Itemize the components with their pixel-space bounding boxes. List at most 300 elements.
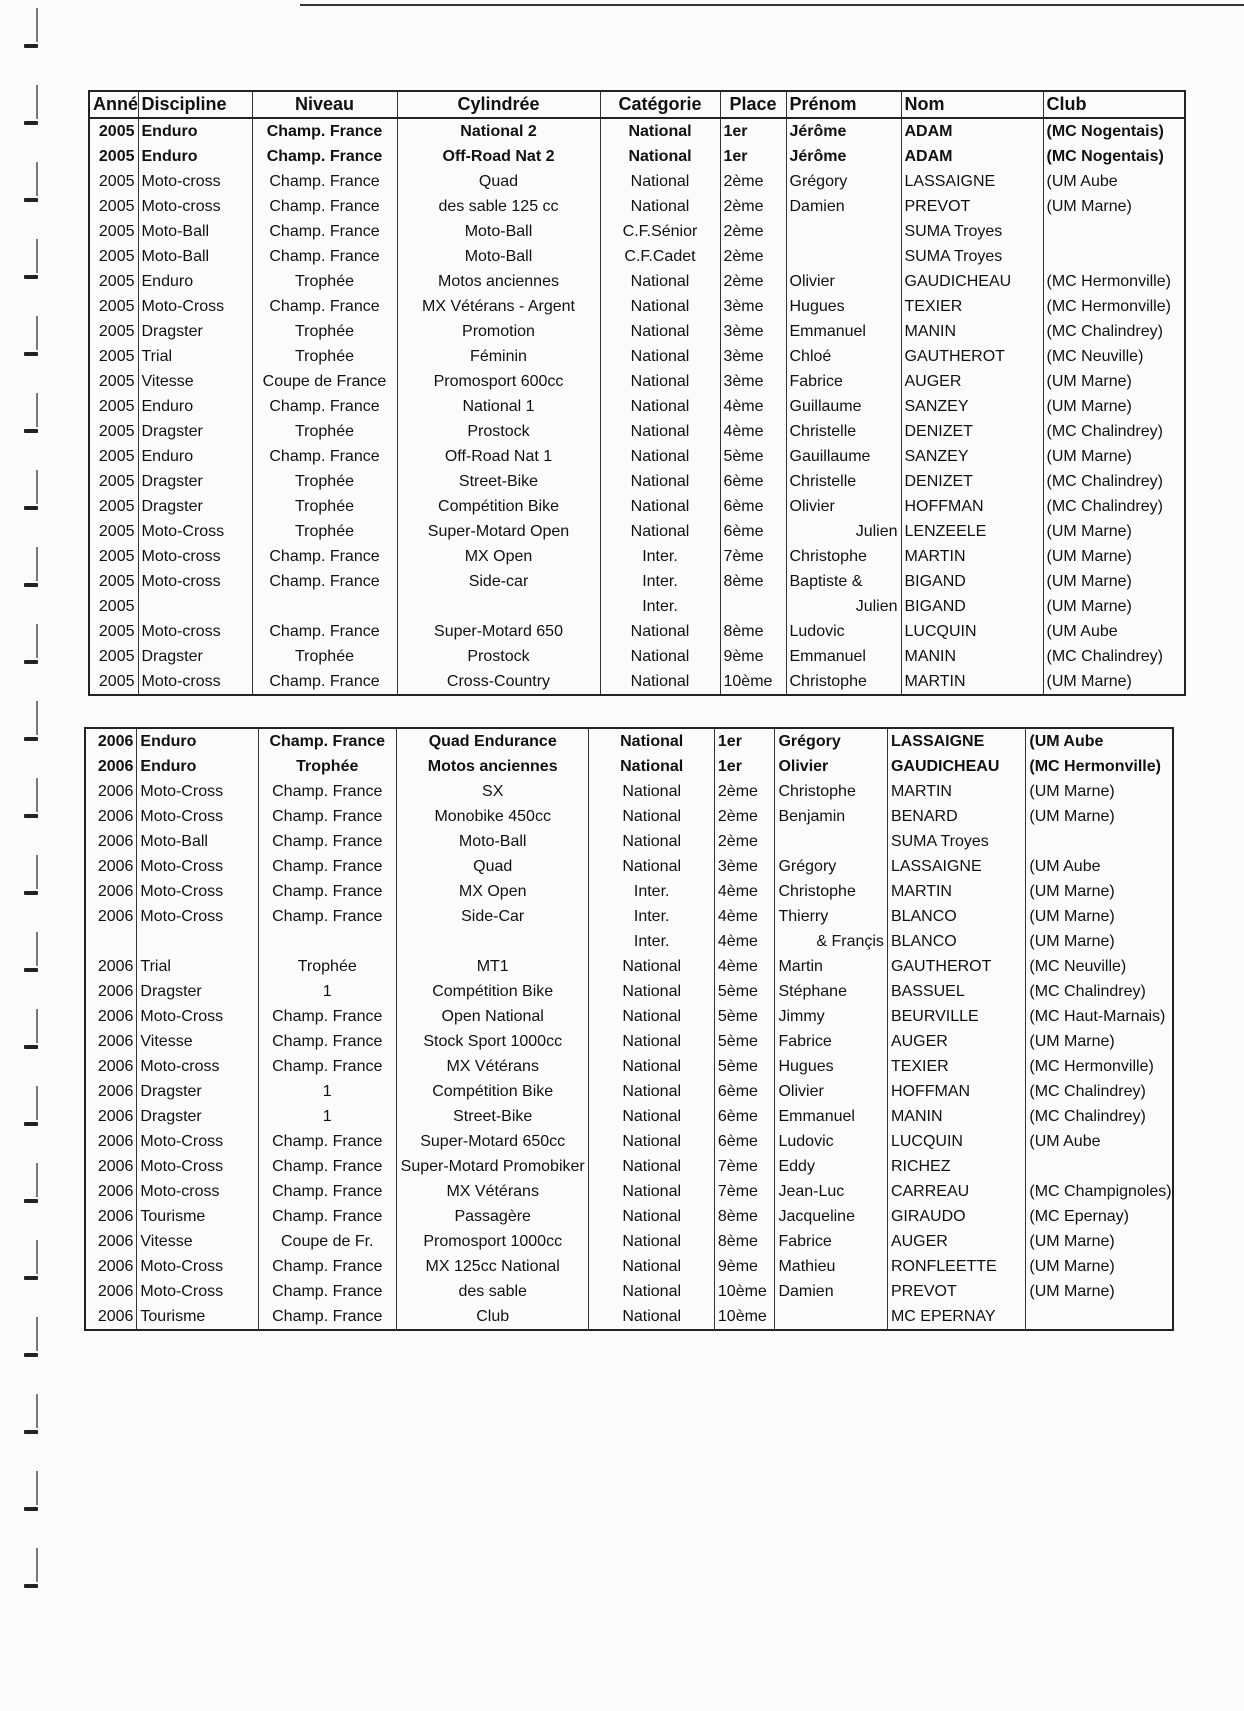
club-cell — [1026, 829, 1173, 854]
club-cell: (UM Marne) — [1026, 904, 1173, 929]
category-cell: National — [589, 829, 714, 854]
binding-ring — [24, 470, 38, 514]
discipline-cell: Moto-Cross — [138, 519, 252, 544]
header-discipline: Discipline — [138, 91, 252, 118]
level-cell: Champ. France — [252, 144, 397, 169]
level-cell: Champ. France — [258, 1204, 396, 1229]
binding-ring — [24, 1317, 38, 1361]
place-cell: 6ème — [720, 519, 786, 544]
discipline-cell: Moto-cross — [138, 619, 252, 644]
level-cell: Champ. France — [252, 619, 397, 644]
displacement-cell: Side-Car — [396, 904, 589, 929]
binding-ring — [24, 162, 38, 206]
category-cell: National — [600, 118, 720, 144]
binding-ring — [24, 8, 38, 52]
category-cell: National — [589, 854, 714, 879]
place-cell: 4ème — [714, 954, 775, 979]
discipline-cell: Moto-Cross — [137, 904, 258, 929]
table-row — [89, 469, 1185, 494]
level-cell: Trophée — [258, 954, 396, 979]
displacement-cell — [396, 929, 589, 954]
table-row — [89, 294, 1185, 319]
first-name-cell: Julien — [786, 594, 901, 619]
discipline-cell: Moto-Cross — [137, 1129, 258, 1154]
binding-ring — [24, 1163, 38, 1207]
displacement-cell: Quad — [396, 854, 589, 879]
binding-ring — [24, 1471, 38, 1515]
place-cell: 6ème — [720, 494, 786, 519]
table-row — [85, 929, 1173, 954]
last-name-cell: SUMA Troyes — [901, 219, 1043, 244]
place-cell: 6ème — [714, 1129, 775, 1154]
level-cell: Champ. France — [252, 244, 397, 269]
place-cell: 2ème — [720, 244, 786, 269]
table-row — [85, 1004, 1173, 1029]
category-cell: Inter. — [600, 569, 720, 594]
level-cell: Champ. France — [258, 1004, 396, 1029]
discipline-cell: Moto-cross — [138, 194, 252, 219]
displacement-cell: Promosport 600cc — [397, 369, 600, 394]
club-cell: (MC Nogentais) — [1043, 118, 1185, 144]
club-cell — [1043, 219, 1185, 244]
table-row — [89, 494, 1185, 519]
place-cell: 1er — [720, 144, 786, 169]
category-cell: National — [600, 669, 720, 695]
binding-ring — [24, 701, 38, 745]
table-row — [89, 144, 1185, 169]
place-cell: 9ème — [714, 1254, 775, 1279]
place-cell: 4ème — [714, 879, 775, 904]
discipline-cell: Enduro — [137, 728, 258, 754]
displacement-cell: Street-Bike — [397, 469, 600, 494]
club-cell: (UM Marne) — [1043, 544, 1185, 569]
first-name-cell: Julien — [786, 519, 901, 544]
last-name-cell: AUGER — [887, 1029, 1025, 1054]
level-cell: Champ. France — [258, 904, 396, 929]
place-cell: 2ème — [720, 219, 786, 244]
last-name-cell: MC EPERNAY — [887, 1304, 1025, 1330]
discipline-cell: Moto-cross — [138, 544, 252, 569]
place-cell: 5ème — [714, 1029, 775, 1054]
first-name-cell: Ludovic — [775, 1129, 887, 1154]
category-cell: Inter. — [589, 904, 714, 929]
year-cell: 2006 — [85, 1254, 137, 1279]
level-cell — [252, 594, 397, 619]
place-cell: 4ème — [714, 929, 775, 954]
place-cell: 2ème — [720, 169, 786, 194]
displacement-cell: MT1 — [396, 954, 589, 979]
place-cell: 8ème — [720, 619, 786, 644]
last-name-cell: GAUDICHEAU — [901, 269, 1043, 294]
level-cell: Champ. France — [258, 728, 396, 754]
place-cell: 8ème — [714, 1204, 775, 1229]
discipline-cell: Moto-Cross — [137, 879, 258, 904]
displacement-cell: Club — [396, 1304, 589, 1330]
place-cell: 10ème — [720, 669, 786, 695]
displacement-cell: Super-Motard 650 — [397, 619, 600, 644]
discipline-cell: Dragster — [137, 1104, 258, 1129]
discipline-cell: Dragster — [138, 494, 252, 519]
level-cell: 1 — [258, 1079, 396, 1104]
club-cell: (UM Marne) — [1043, 669, 1185, 695]
level-cell: Champ. France — [258, 1179, 396, 1204]
last-name-cell: BIGAND — [901, 594, 1043, 619]
year-cell: 2005 — [89, 594, 138, 619]
displacement-cell: Off-Road Nat 1 — [397, 444, 600, 469]
table-row — [89, 619, 1185, 644]
level-cell: Champ. France — [258, 1304, 396, 1330]
level-cell: Champ. France — [258, 879, 396, 904]
discipline-cell: Vitesse — [137, 1229, 258, 1254]
level-cell: Champ. France — [258, 829, 396, 854]
category-cell: National — [589, 954, 714, 979]
year-cell: 2006 — [85, 1104, 137, 1129]
year-cell: 2005 — [89, 294, 138, 319]
discipline-cell: Moto-Cross — [137, 779, 258, 804]
category-cell: National — [589, 1079, 714, 1104]
category-cell: National — [600, 619, 720, 644]
discipline-cell: Enduro — [138, 144, 252, 169]
place-cell: 3ème — [720, 319, 786, 344]
level-cell: Champ. France — [258, 1029, 396, 1054]
first-name-cell: Jacqueline — [775, 1204, 887, 1229]
club-cell: (UM Aube — [1043, 619, 1185, 644]
header-category: Catégorie — [600, 91, 720, 118]
last-name-cell: CARREAU — [887, 1179, 1025, 1204]
club-cell: (MC Champignoles) — [1026, 1179, 1173, 1204]
category-cell: National — [589, 779, 714, 804]
displacement-cell: MX Vétérans — [396, 1054, 589, 1079]
place-cell: 6ème — [714, 1104, 775, 1129]
level-cell: Trophée — [252, 419, 397, 444]
results-body-2005 — [89, 118, 1185, 695]
year-cell: 2006 — [85, 1004, 137, 1029]
last-name-cell: RICHEZ — [887, 1154, 1025, 1179]
binding-ring — [24, 1240, 38, 1284]
last-name-cell: HOFFMAN — [887, 1079, 1025, 1104]
place-cell: 6ème — [720, 469, 786, 494]
club-cell — [1026, 1304, 1173, 1330]
level-cell: Trophée — [252, 319, 397, 344]
level-cell: Champ. France — [258, 804, 396, 829]
level-cell: Coupe de Fr. — [258, 1229, 396, 1254]
year-cell: 2006 — [85, 1079, 137, 1104]
place-cell: 7ème — [720, 544, 786, 569]
displacement-cell: Compétition Bike — [396, 979, 589, 1004]
level-cell: Trophée — [252, 269, 397, 294]
discipline-cell: Moto-Cross — [137, 1254, 258, 1279]
year-cell: 2005 — [89, 344, 138, 369]
discipline-cell: Moto-Cross — [137, 1154, 258, 1179]
club-cell: (MC Chalindrey) — [1026, 1079, 1173, 1104]
last-name-cell: BLANCO — [887, 929, 1025, 954]
table-row — [85, 1129, 1173, 1154]
level-cell: Champ. France — [252, 169, 397, 194]
displacement-cell: Féminin — [397, 344, 600, 369]
place-cell: 2ème — [714, 779, 775, 804]
discipline-cell: Dragster — [138, 469, 252, 494]
year-cell: 2006 — [85, 728, 137, 754]
header-first-name: Prénom — [786, 91, 901, 118]
discipline-cell: Enduro — [138, 394, 252, 419]
discipline-cell: Dragster — [137, 1079, 258, 1104]
displacement-cell: Motos anciennes — [396, 754, 589, 779]
binding-ring — [24, 85, 38, 129]
level-cell: Champ. France — [258, 1279, 396, 1304]
category-cell: National — [589, 1054, 714, 1079]
displacement-cell: Open National — [396, 1004, 589, 1029]
place-cell: 1er — [720, 118, 786, 144]
last-name-cell: BLANCO — [887, 904, 1025, 929]
category-cell: National — [600, 144, 720, 169]
last-name-cell: MANIN — [887, 1104, 1025, 1129]
year-cell: 2006 — [85, 854, 137, 879]
table-row — [89, 169, 1185, 194]
place-cell: 4ème — [720, 419, 786, 444]
level-cell: Champ. France — [258, 1054, 396, 1079]
last-name-cell: MARTIN — [887, 879, 1025, 904]
displacement-cell: Passagère — [396, 1204, 589, 1229]
last-name-cell: LASSAIGNE — [887, 728, 1025, 754]
last-name-cell: SANZEY — [901, 444, 1043, 469]
last-name-cell: LUCQUIN — [887, 1129, 1025, 1154]
first-name-cell: Jean-Luc — [775, 1179, 887, 1204]
year-cell: 2005 — [89, 444, 138, 469]
category-cell: National — [589, 979, 714, 1004]
year-cell: 2005 — [89, 369, 138, 394]
first-name-cell: Emmanuel — [786, 644, 901, 669]
category-cell: National — [589, 1004, 714, 1029]
category-cell: National — [600, 344, 720, 369]
discipline-cell: Enduro — [137, 754, 258, 779]
binding-ring — [24, 1086, 38, 1130]
discipline-cell: Moto-Ball — [138, 244, 252, 269]
year-cell: 2006 — [85, 1029, 137, 1054]
level-cell — [258, 929, 396, 954]
club-cell: (MC Nogentais) — [1043, 144, 1185, 169]
displacement-cell: Promosport 1000cc — [396, 1229, 589, 1254]
level-cell: 1 — [258, 979, 396, 1004]
binding-ring — [24, 624, 38, 668]
level-cell: Trophée — [252, 469, 397, 494]
displacement-cell: Moto-Ball — [397, 244, 600, 269]
year-cell: 2006 — [85, 804, 137, 829]
club-cell: (UM Marne) — [1043, 569, 1185, 594]
category-cell: National — [589, 1254, 714, 1279]
first-name-cell: Jimmy — [775, 1004, 887, 1029]
category-cell: National — [600, 194, 720, 219]
discipline-cell: Dragster — [138, 319, 252, 344]
table-row — [89, 369, 1185, 394]
table-row — [89, 669, 1185, 695]
last-name-cell: AUGER — [887, 1229, 1025, 1254]
place-cell: 2ème — [720, 194, 786, 219]
last-name-cell: BASSUEL — [887, 979, 1025, 1004]
discipline-cell: Dragster — [138, 419, 252, 444]
first-name-cell — [775, 829, 887, 854]
club-cell: (MC Haut-Marnais) — [1026, 1004, 1173, 1029]
club-cell: (MC Chalindrey) — [1043, 469, 1185, 494]
last-name-cell: ADAM — [901, 144, 1043, 169]
displacement-cell: Cross-Country — [397, 669, 600, 695]
first-name-cell: Baptiste & — [786, 569, 901, 594]
first-name-cell — [786, 244, 901, 269]
discipline-cell: Moto-Cross — [138, 294, 252, 319]
table-row — [85, 1229, 1173, 1254]
last-name-cell: BIGAND — [901, 569, 1043, 594]
table-row — [89, 394, 1185, 419]
first-name-cell: Grégory — [775, 728, 887, 754]
year-cell: 2005 — [89, 269, 138, 294]
last-name-cell: MARTIN — [901, 544, 1043, 569]
level-cell: Champ. France — [252, 194, 397, 219]
year-cell: 2005 — [89, 544, 138, 569]
table-header-row — [89, 91, 1185, 118]
club-cell: (UM Aube — [1026, 854, 1173, 879]
place-cell: 7ème — [714, 1154, 775, 1179]
last-name-cell: LASSAIGNE — [901, 169, 1043, 194]
first-name-cell: Grégory — [775, 854, 887, 879]
table-row — [89, 644, 1185, 669]
last-name-cell: DENIZET — [901, 469, 1043, 494]
discipline-cell: Moto-cross — [137, 1054, 258, 1079]
discipline-cell: Dragster — [137, 979, 258, 1004]
category-cell: National — [589, 1279, 714, 1304]
year-cell: 2005 — [89, 194, 138, 219]
place-cell: 3ème — [720, 344, 786, 369]
level-cell: Champ. France — [252, 219, 397, 244]
level-cell: Champ. France — [252, 118, 397, 144]
year-cell: 2005 — [89, 394, 138, 419]
year-cell: 2006 — [85, 1229, 137, 1254]
table-row — [85, 779, 1173, 804]
category-cell: National — [600, 369, 720, 394]
category-cell: C.F.Cadet — [600, 244, 720, 269]
displacement-cell: Super-Motard 650cc — [396, 1129, 589, 1154]
first-name-cell: Jérôme — [786, 144, 901, 169]
place-cell: 10ème — [714, 1279, 775, 1304]
table-row — [85, 754, 1173, 779]
level-cell: Champ. France — [258, 1129, 396, 1154]
table-row — [89, 419, 1185, 444]
last-name-cell: BEURVILLE — [887, 1004, 1025, 1029]
place-cell: 6ème — [714, 1079, 775, 1104]
first-name-cell: Christophe — [786, 669, 901, 695]
last-name-cell: GAUTHEROT — [887, 954, 1025, 979]
discipline-cell: Vitesse — [137, 1029, 258, 1054]
displacement-cell: Off-Road Nat 2 — [397, 144, 600, 169]
first-name-cell: Emmanuel — [786, 319, 901, 344]
header-year: Anné — [89, 91, 138, 118]
last-name-cell: SUMA Troyes — [901, 244, 1043, 269]
first-name-cell: Mathieu — [775, 1254, 887, 1279]
club-cell: (UM Marne) — [1026, 1279, 1173, 1304]
category-cell: Inter. — [589, 929, 714, 954]
binding-ring — [24, 316, 38, 360]
category-cell: Inter. — [600, 594, 720, 619]
last-name-cell: HOFFMAN — [901, 494, 1043, 519]
first-name-cell: Damien — [786, 194, 901, 219]
club-cell — [1043, 244, 1185, 269]
displacement-cell: Prostock — [397, 419, 600, 444]
year-cell: 2006 — [85, 879, 137, 904]
club-cell: (MC Chalindrey) — [1043, 319, 1185, 344]
first-name-cell: Grégory — [786, 169, 901, 194]
displacement-cell: Prostock — [397, 644, 600, 669]
place-cell: 1er — [714, 754, 775, 779]
table-row — [85, 1304, 1173, 1330]
first-name-cell: Christophe — [775, 879, 887, 904]
year-cell: 2006 — [85, 954, 137, 979]
category-cell: National — [589, 1179, 714, 1204]
place-cell: 4ème — [714, 904, 775, 929]
category-cell: National — [600, 419, 720, 444]
year-cell: 2006 — [85, 1304, 137, 1330]
place-cell: 7ème — [714, 1179, 775, 1204]
binding-ring — [24, 932, 38, 976]
displacement-cell: Stock Sport 1000cc — [396, 1029, 589, 1054]
first-name-cell: Christelle — [786, 419, 901, 444]
category-cell: National — [589, 804, 714, 829]
year-cell: 2006 — [85, 1204, 137, 1229]
discipline-cell: Moto-Cross — [137, 854, 258, 879]
club-cell: (UM Marne) — [1043, 394, 1185, 419]
club-cell: (UM Marne) — [1026, 779, 1173, 804]
club-cell: (MC Chalindrey) — [1043, 644, 1185, 669]
place-cell: 5ème — [714, 1004, 775, 1029]
first-name-cell: Benjamin — [775, 804, 887, 829]
discipline-cell: Enduro — [138, 118, 252, 144]
discipline-cell: Enduro — [138, 444, 252, 469]
table-row — [85, 1079, 1173, 1104]
discipline-cell: Moto-cross — [137, 1179, 258, 1204]
club-cell: (UM Aube — [1026, 1129, 1173, 1154]
level-cell: Champ. France — [258, 779, 396, 804]
table-row — [85, 954, 1173, 979]
year-cell — [85, 929, 137, 954]
level-cell: Trophée — [252, 344, 397, 369]
category-cell: National — [589, 1104, 714, 1129]
header-displacement: Cylindrée — [397, 91, 600, 118]
last-name-cell: TEXIER — [901, 294, 1043, 319]
club-cell: (MC Neuville) — [1026, 954, 1173, 979]
year-cell: 2005 — [89, 619, 138, 644]
header-last-name: Nom — [901, 91, 1043, 118]
discipline-cell: Moto-Ball — [138, 219, 252, 244]
level-cell: Champ. France — [252, 569, 397, 594]
displacement-cell: Compétition Bike — [396, 1079, 589, 1104]
table-row — [89, 594, 1185, 619]
place-cell: 2ème — [714, 804, 775, 829]
category-cell: National — [589, 1029, 714, 1054]
category-cell: National — [589, 1229, 714, 1254]
club-cell: (MC Chalindrey) — [1043, 494, 1185, 519]
year-cell: 2005 — [89, 494, 138, 519]
displacement-cell: SX — [396, 779, 589, 804]
results-body-2006 — [85, 728, 1173, 1330]
first-name-cell: Jérôme — [786, 118, 901, 144]
table-row — [85, 1204, 1173, 1229]
level-cell: 1 — [258, 1104, 396, 1129]
spiral-binding — [24, 0, 44, 1711]
displacement-cell: Super-Motard Promobiker — [396, 1154, 589, 1179]
first-name-cell: Hugues — [775, 1054, 887, 1079]
displacement-cell: MX Vétérans - Argent — [397, 294, 600, 319]
displacement-cell: Moto-Ball — [396, 829, 589, 854]
displacement-cell: National 1 — [397, 394, 600, 419]
binding-ring — [24, 1009, 38, 1053]
level-cell: Trophée — [258, 754, 396, 779]
